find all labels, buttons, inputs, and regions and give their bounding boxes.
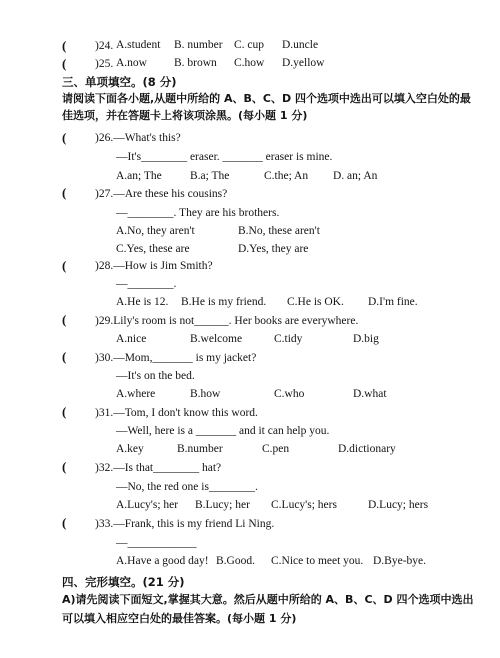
question-line2: —No, the red one is________. [116, 481, 258, 493]
option-a: A.student [116, 39, 161, 51]
option-c: C.pen [262, 443, 290, 455]
option-b: B. number [174, 39, 223, 51]
question-stem: )32.—Is that________ hat? [95, 462, 222, 474]
option-b: B.No, these aren't [238, 225, 320, 237]
answer-paren: ( [62, 404, 67, 419]
option-d: D.what [353, 388, 387, 400]
question-line2: —It's________ eraser. _______ eraser is mine. [116, 151, 333, 163]
question-number: )24. [95, 40, 114, 52]
option-a: A.key [116, 443, 144, 455]
option-a: A.Lucy's; her [116, 499, 179, 511]
option-c: C.who [274, 388, 305, 400]
option-c: C.Yes, these are [116, 243, 190, 255]
option-b: B.welcome [190, 333, 243, 345]
question-stem: )31.—Tom, I don't know this word. [95, 407, 258, 419]
question-stem: )28.—How is Jim Smith? [95, 260, 213, 272]
question-stem: )26.—What's this? [95, 132, 181, 144]
option-b: B.how [190, 388, 221, 400]
option-a: A.now [116, 57, 147, 69]
question-line2: —It's on the bed. [116, 370, 195, 382]
option-c: C.the; An [264, 170, 309, 182]
question-stem: )27.—Are these his cousins? [95, 188, 228, 200]
option-d: D.I'm fine. [368, 296, 418, 308]
option-b: B.a; The [190, 170, 230, 182]
option-b: B. brown [174, 57, 217, 69]
answer-paren: ( [62, 258, 67, 273]
answer-paren: ( [62, 459, 67, 474]
question-stem: )30.—Mom,_______ is my jacket? [95, 352, 257, 364]
option-c: C. cup [234, 39, 265, 51]
answer-paren: ( [62, 130, 67, 145]
option-d: D.Lucy; hers [368, 499, 429, 511]
answer-paren: ( [62, 185, 67, 200]
option-a: A.He is 12. [116, 296, 169, 308]
question-line2: —Well, here is a _______ and it can help you. [116, 425, 330, 437]
question-stem: )29.Lily's room is not______. Her books are everywhere. [95, 315, 359, 327]
section-instructions-line2: 佳选项，并在答题卡上将该项涂黑。(每小题 1 分) [62, 109, 308, 122]
question-stem: )33.—Frank, this is my friend Li Ning. [95, 518, 275, 530]
section-title: 三、单项填空。(8 分) [62, 75, 177, 89]
option-c: C.tidy [274, 333, 303, 345]
option-d: D.Bye-bye. [373, 555, 427, 567]
section-instructions-line1: A)请先阅读下面短文,掌握其大意。然后从题中所给的 A、B、C、D 四个选项中选出 [62, 593, 474, 606]
option-b: B.He is my friend. [181, 296, 267, 308]
answer-paren: ( [62, 38, 67, 53]
option-a: A.an; The [116, 170, 162, 182]
answer-paren: ( [62, 349, 67, 364]
question-number: )25. [95, 58, 114, 70]
option-d: D.uncle [282, 39, 319, 51]
section-instructions-line1: 请阅读下面各小题,从题中所给的 A、B、C、D 四个选项中选出可以填入空白处的最 [62, 92, 471, 105]
question-line2: —________. [116, 278, 177, 290]
section-instructions-line2: 可以填入相应空白处的最佳答案。(每小题 1 分) [62, 612, 297, 625]
option-d: D.big [353, 333, 379, 345]
option-a: A.where [116, 388, 156, 400]
option-c: C.He is OK. [287, 296, 344, 308]
option-c: C.Nice to meet you. [271, 555, 364, 567]
question-line2: —________. They are his brothers. [116, 207, 280, 219]
option-b: B.Lucy; her [195, 499, 250, 511]
option-b: B.Good. [216, 555, 255, 567]
option-c: C.Lucy's; hers [271, 499, 337, 511]
question-line2: —____________ [116, 537, 197, 549]
option-d: D.dictionary [338, 443, 396, 455]
option-a: A.No, they aren't [116, 225, 195, 237]
answer-paren: ( [62, 515, 67, 530]
option-d: D.yellow [282, 57, 325, 69]
answer-paren: ( [62, 312, 67, 327]
option-b: B.number [177, 443, 223, 455]
section-title: 四、完形填空。(21 分) [62, 575, 185, 589]
option-c: C.how [234, 57, 265, 69]
option-d: D.Yes, they are [238, 243, 309, 255]
answer-paren: ( [62, 56, 67, 71]
option-d: D. an; An [333, 170, 378, 182]
option-a: A.nice [116, 333, 147, 345]
option-a: A.Have a good day! [116, 555, 209, 567]
